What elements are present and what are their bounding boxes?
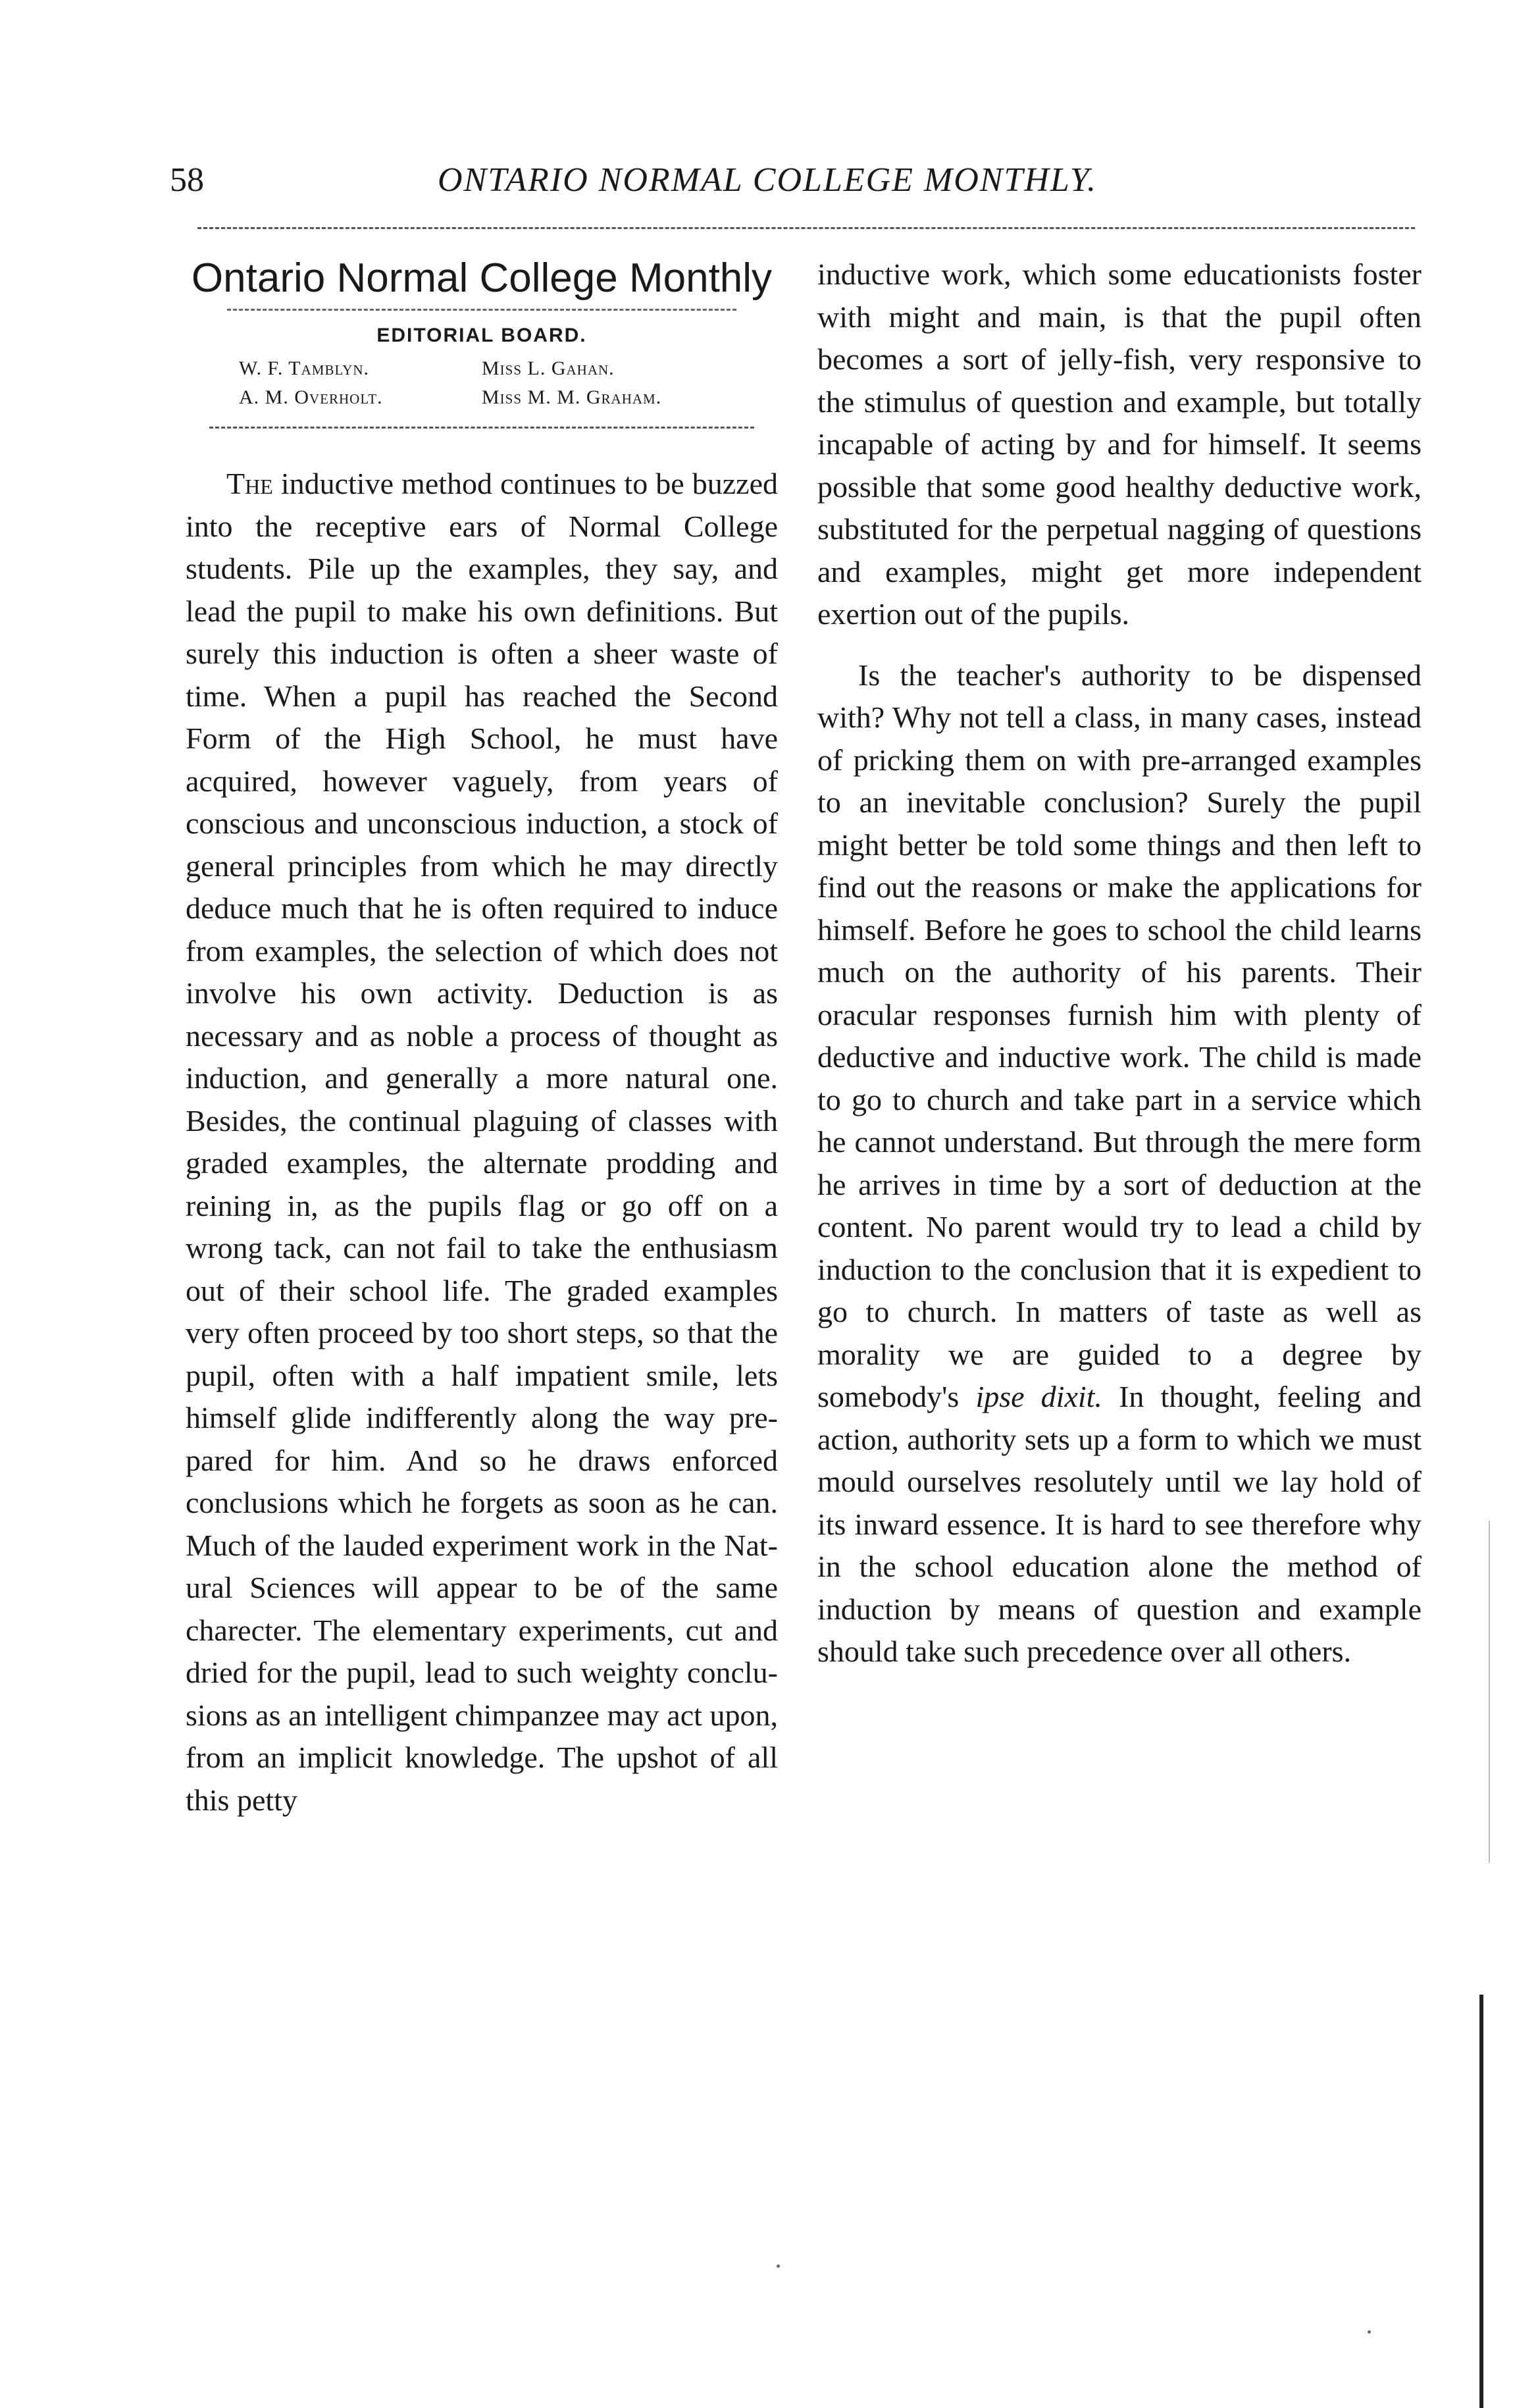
masthead-rule	[227, 309, 736, 311]
right-column	[817, 253, 1422, 1673]
masthead-title: Ontario Normal College Monthly	[191, 255, 773, 301]
paragraph-text: Is the teacher's authority to be dispensed with? Why not tell a class, in many cases, instead of pricking them on with pre-arranged examples to an inevitable conclusion? Surely the pupil might better be told some things and then left to find out the reasons or make the applications for himself. Before he goes to school the child learns much on the authority of his parents. Their oracular responses furnish him with plenty of deductive and inductive work. The child is made to go to church and take part in a service which he cannot understand. But through the mere form he arrives in time by a sort of deduction at the content. No parent would try to lead a child by induction to the conclusion that it is expedient to go to church. In matters of taste as well as morality we are guided to a degree by somebody's	[817, 658, 1422, 1413]
masthead	[186, 253, 778, 429]
opening-word: The	[226, 467, 273, 500]
page-edge-line	[1479, 1995, 1483, 2408]
paragraph-text: In thought, feeling and action, authority sets up a form to which we must mould ourselves resolutely until we lay hold of its inward essence. It is hard to see therefore why in the school education alone the method of induction by means of question and example should take such precedence over all others.	[817, 1380, 1422, 1668]
running-head: ONTARIO NORMAL COLLEGE MONTHLY.	[438, 161, 1097, 199]
board-member: W. F. Tamblyn.	[239, 357, 370, 379]
editorial-board-members	[239, 354, 725, 412]
scan-speck	[777, 2264, 780, 2268]
board-member: A. M. Overholt.	[239, 386, 383, 408]
header-rule	[197, 227, 1415, 229]
article-paragraph	[186, 463, 778, 1821]
article-paragraph: inductive work, which some educationists foster with might and main, is that the pupil often becomes a sort of jelly-fish, very responsive to the stimulus of question and example, but totally incapable of acting by and for himself. It seems possible that some good healthy deductive work, substituted for the perpetual nagging of questions and examples, might get more independent exertion out of the pupils.	[817, 257, 1422, 631]
page-edge-shadow	[1489, 1521, 1490, 1863]
page-number: 58	[170, 161, 204, 199]
latin-phrase: ipse dixit.	[975, 1380, 1102, 1413]
masthead-bottom-rule	[209, 427, 754, 429]
board-member: Miss L. Gahan.	[482, 357, 615, 379]
scan-speck	[1368, 2330, 1371, 2334]
board-member: Miss M. M. Graham.	[482, 386, 662, 408]
paragraph-text: inductive method continues to be buzzed into the receptive ears of Normal College students. Pile up the examples, they say, and lead the pupil to make his own definitions. But surely this induction is often a sheer waste of time. When a pupil has reached the Second Form of the High School, he must have acquired, however vaguely, from years of conscious and unconscious induction, a stock of general principles from which he may directly deduce much that he is often required to induce from examples, the selection of which does not involve his own activity. Deduction is as necessary and as noble a process of thought as induction, and generally a more natural one. Besides, the continual plaguing of classes with graded examples, the alternate prodding and reining in, as the pupils flag or go off on a wrong tack, can not fail to take the enthusiasm out of their school life. The graded examples very often proceed by too short steps, so that the pupil, often with a half impatient smile, lets himself glide indifferently along the way prepared for him. And so he draws enforced conclusions which he forgets as soon as he can. Much of the lauded experiment work in the Natural Sciences will appear to be of the same charecter. The elementary experiments, cut and dried for the pupil, lead to such weighty conclusions as an intelligent chimpanzee may act upon, from an implicit knowledge. The upshot of all this petty	[186, 467, 778, 1817]
left-column	[186, 253, 778, 1821]
article-paragraph	[817, 654, 1422, 1673]
editorial-board-label: EDITORIAL BOARD.	[376, 325, 587, 346]
